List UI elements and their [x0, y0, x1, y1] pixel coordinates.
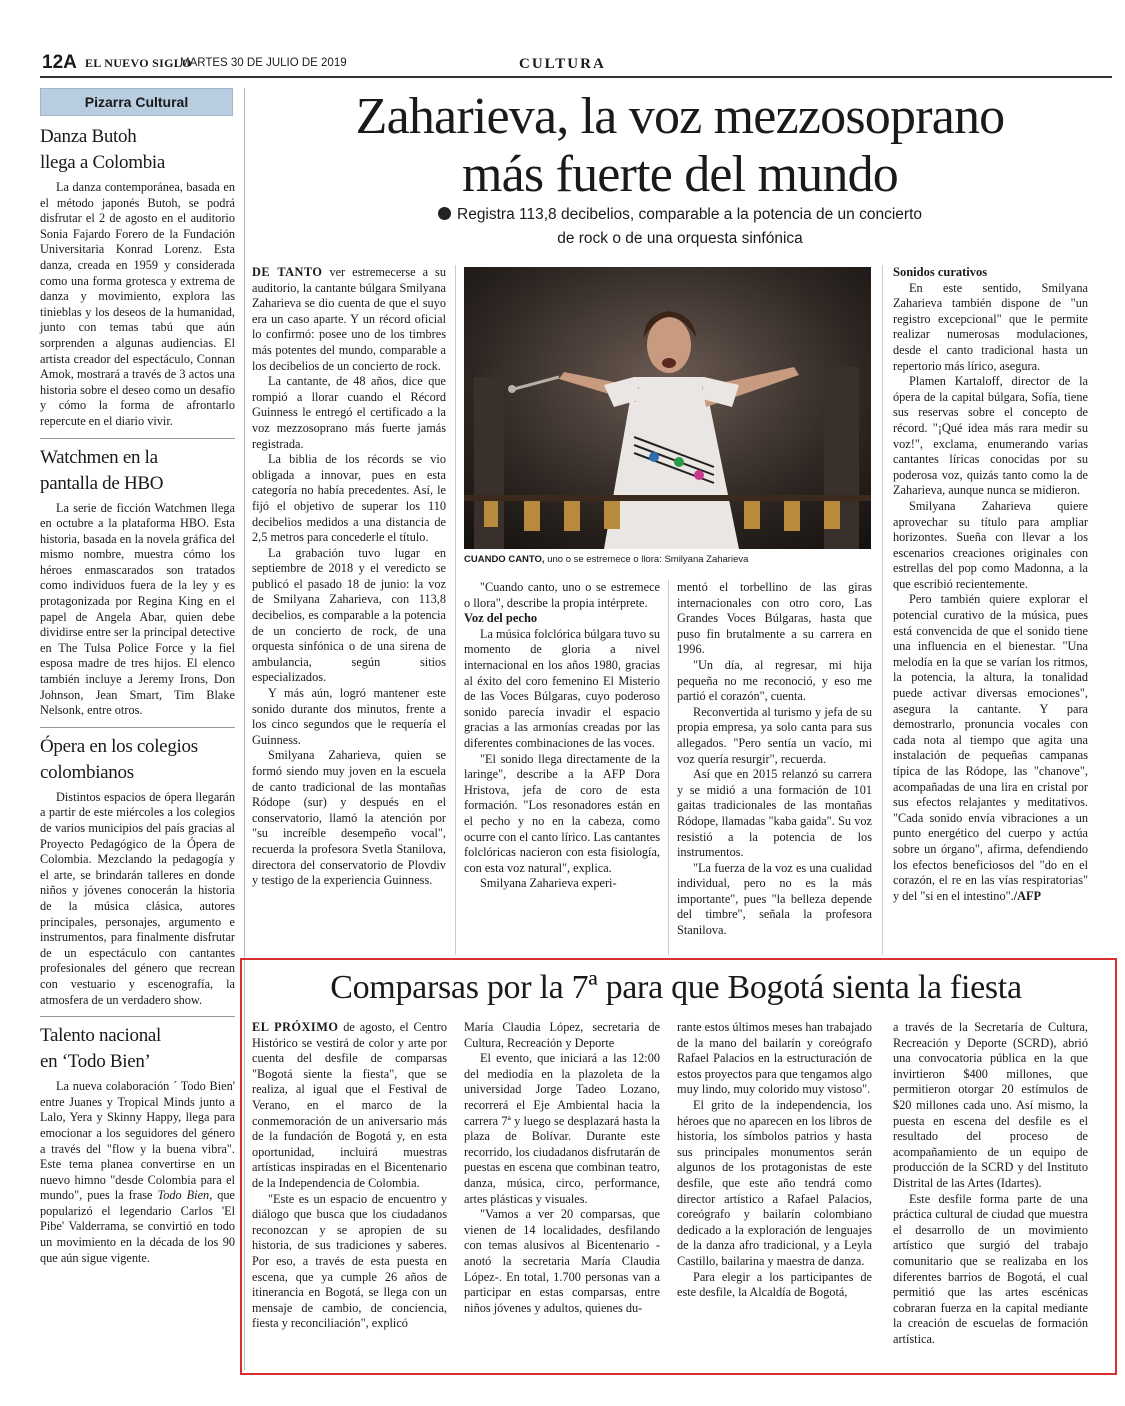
photo-caption: [464, 554, 874, 565]
box-paragraph: Para elegir a los participantes de este desfile, la Alcaldía de Bogotá,: [677, 1269, 872, 1300]
sidebar-title-line: Danza Butoh: [40, 126, 137, 147]
box-paragraph: "Este es un espacio de encuentro y diálogo que busca que los ciudadanos reconozcan y se apropien de su historia, de sus tradiciones y saberes. Por eso, a través de esta puesta en escena, que ya cumple 26 años de itinerancia en Bogotá, se llega con un mensaje de cambio, de conciencia, fiesta y reconciliación", explicó: [252, 1191, 447, 1331]
box-paragraph: El grito de la independencia, los héroes que no aparecen en los libros de historia, los símbolos patrios y hasta sus principales monumentos serán algunos de los protagonistas de este desfile, que este año tendrá como director artístico a Rafael Palacios, coreógrafo y bailarín colombiano dedicado a la exploración de lenguajes de la danza afro tradicional, y a Leyla Castillo, bailarina y maestra de danza.: [677, 1097, 872, 1268]
sidebar-pizarra-cultural: [40, 88, 235, 1370]
paragraph-text: Pero también quiere explorar el potencial curativo de la música, pues está convencida de que el sonido tiene una influencia en el bienestar. "Una melodía en la que se varían los ritmos, la potencia, la altura, la tonalidad puede activar diversas emociones", asegura la cantante. Y para demostrarlo, pronuncia vocales con cada nota al tiempo que agita una instalación de pequeñas campanas típica de las Ródope, las "chanove", acompañadas de una lira en cristal por sus efectos relajantes y meditativos. "Cada sonido envía vibraciones a un punto energético del cuerpo y actúa sobre un órgano", afirma, defendiendo los efectos beneficiosos del "do en el corazón, el re en las vías respiratorias" y del "si en el intestino".: [893, 592, 1088, 903]
sidebar-title-line: pantalla de HBO: [40, 472, 164, 494]
column-separator: [668, 580, 669, 955]
article-paragraph: "Cuando canto, uno o se estremece o llora", describe la propia intérprete.: [464, 580, 660, 610]
article-paragraph: Reconvertida al turismo y jefa de su propia empresa, ya solo canta para sus allegados. "Pero sentía un vacío, mi voz quería resurgir", recuerda.: [677, 704, 872, 766]
box-paragraph: [252, 1020, 447, 1192]
singer-photo-illustration: [464, 267, 871, 549]
sidebar-title-line: colombianos: [40, 761, 134, 783]
issue-date: MARTES 30 DE JULIO DE 2019: [180, 57, 347, 69]
headline-line: más fuerte del mundo: [462, 146, 898, 203]
paragraph-text: ver estremecerse a su auditorio, la cantante búlgara Smilyana Zaharieva se dio cuenta de que el suyo era un caso aparte. Y un récord oficial lo confirmó: posee uno de los timbres más potentes del mundo, comparable a los decibelios de un concierto de rock.: [252, 265, 446, 373]
sidebar-title-line: Watchmen en la: [40, 446, 158, 468]
article-paragraph: Smilyana Zaharieva, quien se formó siendo muy joven en la escuela de canto tradicional de las montañas Ródope (sur) y después en el conservatorio, llamó la atención por "su increíble desempeño vocal", recuerda la profesora Svetla Stanilova, directora del conservatorio de Plovdiv y testigo de la experiencia Guinness.: [252, 748, 446, 888]
article-subhead: Sonidos curativos: [893, 265, 988, 279]
article-paragraph: Smilyana Zaharieva experi-: [480, 876, 617, 891]
bullet-icon: [438, 207, 451, 220]
article-subhead: Voz del pecho: [464, 611, 538, 626]
caption-text: uno o se estremece o llora: Smilyana Zaharieva: [544, 554, 749, 565]
box-paragraph: Este desfile forma parte de una práctica cultural de ciudad que muestra el desarrollo de un movimiento artístico que surgió del trabajo comunitario que se realizaba en los diferentes barrios de Bogotá, el cual permitió que las artes escénicas cobraran fuerza en la capital mediante la creación de escuelas de formación artística.: [893, 1191, 1088, 1346]
article-paragraph: mentó el torbellino de las giras internacionales con otro coro, Las Grandes Voces Búlgaras, hasta que puso fin brutalmente a su carrera en 1996.: [677, 580, 872, 657]
box-column-2: [464, 1020, 660, 1316]
header-rule: [40, 76, 1112, 78]
article-column-1: [252, 265, 446, 889]
article-column-4: [893, 265, 1088, 904]
singer-photo: [464, 267, 871, 549]
article-deck: [360, 203, 1000, 251]
box-paragraph: rante estos últimos meses han trabajado de la mano del bailarín y coreógrafo Rafael Palacios en la estructuración de estos proyectos para que tengamos algo muy lindo, muy colorido muy vistoso".: [677, 1020, 872, 1097]
article-paragraph: La cantante, de 48 años, dice que rompió a llorar cuando el Récord Guinness le entregó el certificado a la voz mezzosoprano más fuerte jamás registrada.: [252, 374, 446, 451]
article-paragraph: La biblia de los récords se vio obligada a innovar, pues en esta categoría no había precedentes. Así, le fijó el objetivo de superar los 110 decibelios medidos a una distancia de 2,5 metros para concederle el título.: [252, 452, 446, 545]
article-paragraph: En este sentido, Smilyana Zaharieva también dispone de "un registro excepcional" que le permite realizar numerosas modulaciones, desde el canto tradicional hasta un repertorio más lírico, asegura.: [893, 280, 1088, 373]
sidebar-divider: [40, 438, 235, 439]
deck-line: Registra 113,8 decibelios, comparable a la potencia de un concierto: [457, 206, 922, 223]
article-paragraph: "El sonido llega directamente de la laringe", describe a la AFP Dora Hristova, jefa de coro de esta formación. "Los resonadores están en el pecho y no en la cabeza, como ocurre con el canto lírico. Las cantantes folclóricas nacieron con esta fisiología, con esta voz natural", explica.: [464, 751, 660, 875]
article-paragraph: Y más aún, logró mantener este sonido durante dos minutos, frente a los cinco segundos que le requería el Guinness.: [252, 686, 446, 747]
sidebar-banner: Pizarra Cultural: [40, 88, 233, 116]
sidebar-text-emphasis: Todo Bien: [157, 1188, 210, 1203]
newspaper-name: EL NUEVO SIGLO: [85, 56, 192, 70]
box-paragraph: El evento, que iniciará a las 12:00 del mediodía en la plazoleta de la universidad Jorge Tadeo Lozano, recorrerá el Eje Ambiental hacia la carrera 7ª y luego se desplazará hasta la plaza de Bolívar. Durante este recorrido, los ciudadanos disfrutarán de puestas en escena que combinan teatro, danza, música, circo, performance, artes plásticas y visuales.: [464, 1051, 660, 1206]
box-paragraph: María Claudia López, secretaria de Cultura, Recreación y Deporte: [464, 1020, 660, 1050]
article-paragraph: La grabación tuvo lugar en septiembre de 2018 y el veredicto se publicó el pasado 18 de junio: la voz de Smilyana Zaharieva, con 113,8 decibelios, es comparable a la potencia de un concierto de rock, de una orquesta sinfónica o de una sirena de ambulancia, según sitios especializados.: [252, 545, 446, 685]
sidebar-divider: [40, 727, 235, 728]
paragraph-text: de agosto, el Centro Histórico se vestirá de color y arte por cuenta del desfile de comparsas "Bogotá siente la fiesta", que se realiza, al igual que el Festival de Verano, en el marco de la conmemoración de un aniversario más de la fundación de Bogotá y, en esta oportunidad, incluirá muestras artísticas inspiradas en el Bicentenario de la Independencia de Colombia.: [252, 1020, 447, 1190]
article-paragraph: "La fuerza de la voz es una cualidad individual, pero no es la más importante", pues "la belleza depende del timbre", señala la profesora Stanilova.: [677, 860, 872, 938]
headline-line: Zaharieva, la voz mezzosoprano: [355, 88, 1005, 145]
sidebar-title-line: en ‘Todo Bien’: [40, 1051, 151, 1073]
sidebar-text-part: La nueva colaboración ´ Todo Bien' entre Juanes y Tropical Minds junto a Lalo, Yera y Skinny Happy, llega para emocionar a los seguidores del género a través del "flow y la buena vibra". Este tema planea convertirse en un nuevo himno "desde Colombia para el mundo", pues la frase: [40, 1079, 235, 1203]
box-paragraph: a través de la Secretaría de Cultura, Recreación y Deporte (SCRD), abrió una convocatoria pública en la que invirtieron $400 millones, que permitieron otorgar 20 estímulos de $20 millones cada uno. Así mismo, la puesta en escena del desfile es el resultado del proceso de acompañamiento de un equipo de producción de la SCRD y del Instituto Distrital de las Artes (Idartes).: [893, 1020, 1088, 1190]
column-separator: [882, 265, 883, 955]
article-paragraph: "Un día, al regresar, mi hija pequeña no me reconoció, y eso me partió el corazón", cuenta.: [677, 657, 872, 704]
sidebar-item-title: [40, 445, 235, 497]
page-number: 12A: [42, 52, 77, 73]
article-paragraph: Smilyana Zaharieva quiere aprovechar su título para ampliar horizontes. Sueña con llevar a los escenarios creaciones originales con estrellas del pop como Madonna, a la que escribió recientemente.: [893, 498, 1088, 591]
sidebar-title-line: Ópera en los colegios: [40, 735, 198, 757]
article-paragraph: Así que en 2015 relanzó su carrera y se midió a una formación de 101 gaitas tradicionales de las montañas Ródope, llamadas "kaba gaida". Su voz resistió a la potencia de los instrumentos.: [677, 767, 872, 860]
sidebar-item-text: La danza contemporánea, basada en el método japonés Butoh, se podrá disfrutar el 2 de agosto en el auditorio Sonia Fajardo Forero de la Fundación Universitaria Konrad Lorenz. Esta danza, creada en 1959 y considerada como una forma grotesca y extrema de danza y movimiento, explora las tinieblas y los deseos de la humanidad, junto con temas tabú que aún sorprenden a algunas audiencias. El artista creador del espectáculo, Connan Amok, mostrará a través de 3 actos una historia sobre el deseo como un desafío y cómo la forma de afrontarlo repercute en el diario vivir.: [40, 180, 235, 428]
article-headline: [255, 88, 1105, 204]
box-headline: Comparsas por la 7ª para que Bogotá sienta la fiesta: [330, 969, 1022, 1006]
box-column-4: [893, 1020, 1088, 1347]
sidebar-item-text: [40, 1079, 235, 1266]
box-paragraph: "Vamos a ver 20 comparsas, que vienen de 14 localidades, desfilando con temas alusivos al Bicentenario -anotó la secretaria María Claudia López-. En total, 1.700 personas van a participar en estas comparsas, entre niños jóvenes y adultos, quienes du-: [464, 1207, 660, 1315]
article-paragraph: La música folclórica búlgara tuvo su momento de gloria a nivel internacional en los años 1980, gracias al éxito del coro femenino El Misterio de las Voces Búlgaras, cuyo poderoso sonido parecía invadir el espacio gracias a las armonías creadas por las diferentes combinaciones de las voces.: [464, 626, 660, 750]
article-paragraph: [252, 265, 446, 374]
article-column-2: [464, 580, 660, 892]
article-paragraph: [893, 592, 1088, 904]
box-column-3: [677, 1020, 872, 1301]
sidebar-item-text: La serie de ficción Watchmen llega en octubre a la plataforma HBO. Esta historia, basada en la novela gráfica del mismo nombre, muestra cómo los héroes enmascarados son tratados como individuos fuera de la ley y es protagonizada por Regina King en el papel de Angela Abar, quien debe dividirse entre ser la principal detective en The Tulsa Police Force y la fiel esposa madre de tres hijos. El elenco también incluye a Jeremy Irons, Don Johnson, Jean Smart, Tim Blake Nelsonk, entre otros.: [40, 500, 235, 718]
section-name: CULTURA: [519, 56, 606, 72]
sidebar-item-title: [40, 734, 235, 786]
caption-bold: CUANDO CANTO,: [464, 554, 545, 565]
box-column-1: [252, 1020, 447, 1332]
article-column-3: [677, 580, 872, 939]
column-separator: [455, 265, 456, 955]
article-signature: /AFP: [1013, 888, 1042, 903]
article-paragraph: Plamen Kartaloff, director de la ópera de la capital búlgara, Sofía, tiene sus reservas sobre el concepto de récord. "¡Qué idea más rara medir su voz!", exclama, enumerando varias cantantes líricas conocidas por su poderosa voz, quizás tanto como la de Zaharieva, aunque nunca se midieron.: [893, 374, 1088, 498]
lead-keyword: DE TANTO: [252, 265, 323, 279]
deck-line: de rock o de una orquesta sinfónica: [557, 230, 803, 247]
sidebar-text-part: , que popularizó el legendario Carlos 'El Pibe' Valderrama, se convirtió en todo un movimiento en la década de los 90 que aún sigue vigente.: [40, 1188, 236, 1265]
sidebar-item-title: [40, 124, 235, 176]
sidebar-item-title: [40, 1023, 235, 1075]
sidebar-item-text: Distintos espacios de ópera llegarán a partir de este miércoles a los colegios de varios municipios del país gracias al Proyecto Pedagógico de la Ópera de Colombia. Mezclando la pedagogía y el arte, se brindarán talleres en donde niños y jóvenes conocerán la historia de la música clásica, autores principales, personajes, argumento e instrumentos, para finalmente disfrutar de un espectáculo con cantantes profesionales del género que recrean con vestuario y escenografía, la atmosfera de un verdadero show.: [40, 789, 235, 1007]
sidebar-title-line: Talento nacional: [40, 1025, 162, 1047]
sidebar-divider: [40, 1016, 235, 1017]
lead-keyword: EL PRÓXIMO: [252, 1020, 339, 1034]
sidebar-title-line: llega a Colombia: [40, 152, 165, 173]
